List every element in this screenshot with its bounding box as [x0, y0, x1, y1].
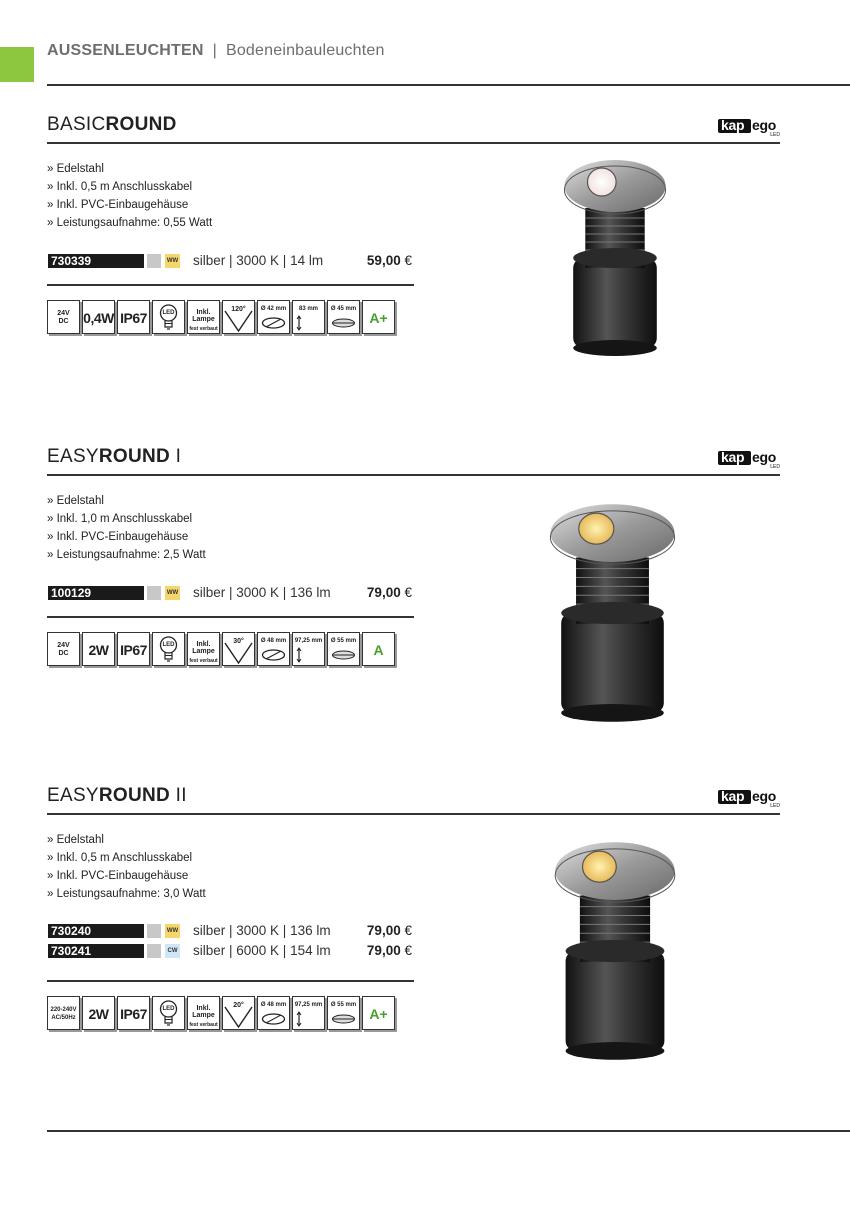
cutout-icon — [327, 300, 360, 334]
brand-logo — [718, 449, 780, 470]
variant-spec: silber | 6000 K | 154 lm — [193, 943, 331, 958]
product-image — [560, 158, 670, 358]
color-temp-tag: WW — [165, 924, 180, 938]
spec-divider — [47, 616, 414, 618]
feature-list — [47, 160, 212, 232]
feature-item: » Edelstahl — [47, 495, 104, 507]
price-value: 79,00 — [366, 585, 401, 600]
sku-label: 730241 — [48, 944, 144, 958]
cutout-icon — [327, 996, 360, 1030]
power-value: 2W — [88, 1006, 109, 1022]
title-bold: ROUND — [98, 785, 171, 806]
price — [367, 584, 412, 602]
color-temp-tag: CW — [165, 944, 180, 958]
diameter-icon — [257, 300, 290, 334]
depth-icon — [292, 996, 325, 1030]
depth-value: 97,25 mm — [294, 1002, 323, 1008]
price — [367, 922, 412, 940]
feature-list — [47, 492, 206, 564]
title-light: EASY — [47, 785, 99, 806]
title-divider — [47, 142, 780, 144]
cutout-value: Ø 45 mm — [330, 306, 357, 312]
voltage-icon — [47, 300, 80, 334]
variant-list — [47, 584, 412, 604]
product-title — [47, 114, 177, 136]
brand-logo — [718, 117, 780, 138]
variant-row — [47, 584, 412, 604]
title-light: EASY — [47, 446, 99, 467]
energy-value: A — [373, 642, 384, 658]
variant-spec: silber | 3000 K | 14 lm — [193, 253, 324, 268]
lamp-included-icon — [187, 632, 220, 666]
price-value: 59,00 — [366, 253, 401, 268]
lamp-line-2: Lampe — [192, 1012, 215, 1019]
energy-class-icon — [362, 632, 395, 666]
sku-label: 100129 — [48, 586, 144, 600]
cutout-value: Ø 55 mm — [330, 638, 357, 644]
depth-value: 97,25 mm — [294, 638, 323, 644]
price — [367, 942, 412, 960]
ip-rating-icon — [117, 996, 150, 1030]
logo-sub: LED — [770, 803, 780, 809]
depth-value: 83 mm — [298, 306, 318, 312]
logo-text-1: kap — [721, 449, 745, 465]
spec-icons — [47, 300, 395, 334]
feature-list — [47, 831, 206, 903]
variant-spec: silber | 3000 K | 136 lm — [193, 585, 331, 600]
diameter-icon — [257, 996, 290, 1030]
power-icon — [82, 996, 115, 1030]
category-label: AUSSENLEUCHTEN — [47, 42, 204, 59]
depth-icon — [292, 300, 325, 334]
led-label: LED — [162, 1006, 175, 1012]
title-suffix: I — [170, 446, 182, 467]
feature-item: » Inkl. 1,0 m Anschlusskabel — [47, 513, 193, 525]
diameter-value: Ø 42 mm — [260, 306, 287, 312]
spec-divider — [47, 980, 414, 982]
color-temp-tag: WW — [165, 586, 180, 600]
variant-list — [47, 252, 412, 272]
feature-item: » Inkl. PVC-Einbaugehäuse — [47, 531, 189, 543]
page-header — [47, 42, 385, 60]
sku-label: 730240 — [48, 924, 144, 938]
variant-row — [47, 252, 412, 272]
product-title — [47, 446, 181, 468]
voltage-icon — [47, 632, 80, 666]
ip-value: IP67 — [120, 1006, 147, 1022]
price-value: 79,00 — [366, 923, 401, 938]
led-bulb-icon — [152, 300, 185, 334]
product-image — [545, 502, 680, 724]
currency: € — [404, 923, 412, 938]
voltage-value: 24V — [57, 310, 70, 317]
led-bulb-icon — [152, 632, 185, 666]
title-suffix: II — [170, 785, 187, 806]
lamp-line-3: fest verbaut — [189, 658, 218, 664]
title-divider — [47, 474, 780, 476]
voltage-type: AC/50Hz — [51, 1015, 76, 1021]
logo-text-2: ego — [752, 117, 776, 133]
cutout-icon — [327, 632, 360, 666]
lamp-line-1: Inkl. — [196, 309, 211, 316]
diameter-value: Ø 48 mm — [260, 1002, 287, 1008]
logo-text-2: ego — [752, 449, 776, 465]
footer-divider — [47, 1130, 850, 1132]
ip-rating-icon — [117, 300, 150, 334]
energy-value: A+ — [369, 310, 388, 326]
title-bold: ROUND — [105, 114, 177, 135]
voltage-value: 220-240V — [50, 1007, 77, 1013]
lamp-line-3: fest verbaut — [189, 1022, 218, 1028]
lamp-included-icon — [187, 996, 220, 1030]
logo-text-2: ego — [752, 788, 776, 804]
variant-list — [47, 922, 412, 962]
voltage-type: DC — [58, 650, 69, 657]
beam-angle-icon — [222, 632, 255, 666]
depth-icon — [292, 632, 325, 666]
price-value: 79,00 — [366, 943, 401, 958]
feature-item: » Inkl. PVC-Einbaugehäuse — [47, 199, 189, 211]
lamp-line-1: Inkl. — [196, 641, 211, 648]
power-icon — [82, 300, 115, 334]
lamp-line-2: Lampe — [192, 316, 215, 323]
title-light: BASIC — [47, 114, 106, 135]
voltage-icon — [47, 996, 80, 1030]
ip-value: IP67 — [120, 642, 147, 658]
subcategory-label: Bodeneinbauleuchten — [225, 42, 385, 59]
product-section — [47, 114, 780, 414]
ip-rating-icon — [117, 632, 150, 666]
logo-text-1: kap — [721, 117, 745, 133]
led-label: LED — [162, 642, 175, 648]
power-icon — [82, 632, 115, 666]
ip-value: IP67 — [120, 310, 147, 326]
energy-value: A+ — [369, 1006, 388, 1022]
voltage-text — [48, 310, 79, 326]
logo-sub: LED — [770, 132, 780, 138]
angle-value: 20° — [233, 1002, 244, 1009]
led-bulb-icon — [152, 996, 185, 1030]
spec-divider — [47, 284, 414, 286]
feature-item: » Inkl. 0,5 m Anschlusskabel — [47, 852, 193, 864]
currency: € — [404, 585, 412, 600]
voltage-text — [48, 642, 79, 658]
feature-item: » Inkl. 0,5 m Anschlusskabel — [47, 181, 193, 193]
feature-item: » Edelstahl — [47, 163, 104, 175]
brand-logo — [718, 788, 780, 809]
power-value: 0,4W — [83, 310, 114, 326]
currency: € — [404, 943, 412, 958]
lamp-line-3: fest verbaut — [189, 326, 218, 332]
angle-value: 120° — [231, 306, 246, 313]
finish-swatch — [147, 586, 161, 600]
led-label: LED — [162, 310, 175, 316]
variant-row — [47, 922, 412, 942]
title-bold: ROUND — [98, 446, 171, 467]
energy-class-icon — [362, 996, 395, 1030]
feature-item: » Leistungsaufnahme: 2,5 Watt — [47, 549, 206, 561]
lamp-included-icon — [187, 300, 220, 334]
voltage-type: DC — [58, 318, 69, 325]
feature-item: » Leistungsaufnahme: 0,55 Watt — [47, 217, 213, 229]
voltage-text — [48, 1006, 79, 1022]
spec-icons — [47, 632, 395, 666]
price — [367, 252, 412, 270]
header-divider — [47, 84, 850, 86]
variant-row — [47, 942, 412, 962]
sku-label: 730339 — [48, 254, 144, 268]
title-divider — [47, 813, 780, 815]
header-separator: | — [212, 42, 217, 59]
lamp-line-1: Inkl. — [196, 1005, 211, 1012]
cutout-value: Ø 55 mm — [330, 1002, 357, 1008]
voltage-value: 24V — [57, 642, 70, 649]
beam-angle-icon — [222, 996, 255, 1030]
lamp-line-2: Lampe — [192, 648, 215, 655]
variant-spec: silber | 3000 K | 136 lm — [193, 923, 331, 938]
currency: € — [404, 253, 412, 268]
logo-sub: LED — [770, 464, 780, 470]
section-color-tab — [0, 47, 34, 82]
angle-value: 30° — [233, 638, 244, 645]
feature-item: » Edelstahl — [47, 834, 104, 846]
finish-swatch — [147, 254, 161, 268]
spec-icons — [47, 996, 395, 1030]
beam-angle-icon — [222, 300, 255, 334]
finish-swatch — [147, 924, 161, 938]
power-value: 2W — [88, 642, 109, 658]
energy-class-icon — [362, 300, 395, 334]
logo-text-1: kap — [721, 788, 745, 804]
product-title — [47, 785, 187, 807]
finish-swatch — [147, 944, 161, 958]
product-image — [550, 840, 680, 1062]
feature-item: » Inkl. PVC-Einbaugehäuse — [47, 870, 189, 882]
diameter-icon — [257, 632, 290, 666]
color-temp-tag: WW — [165, 254, 180, 268]
feature-item: » Leistungsaufnahme: 3,0 Watt — [47, 888, 206, 900]
diameter-value: Ø 48 mm — [260, 638, 287, 644]
